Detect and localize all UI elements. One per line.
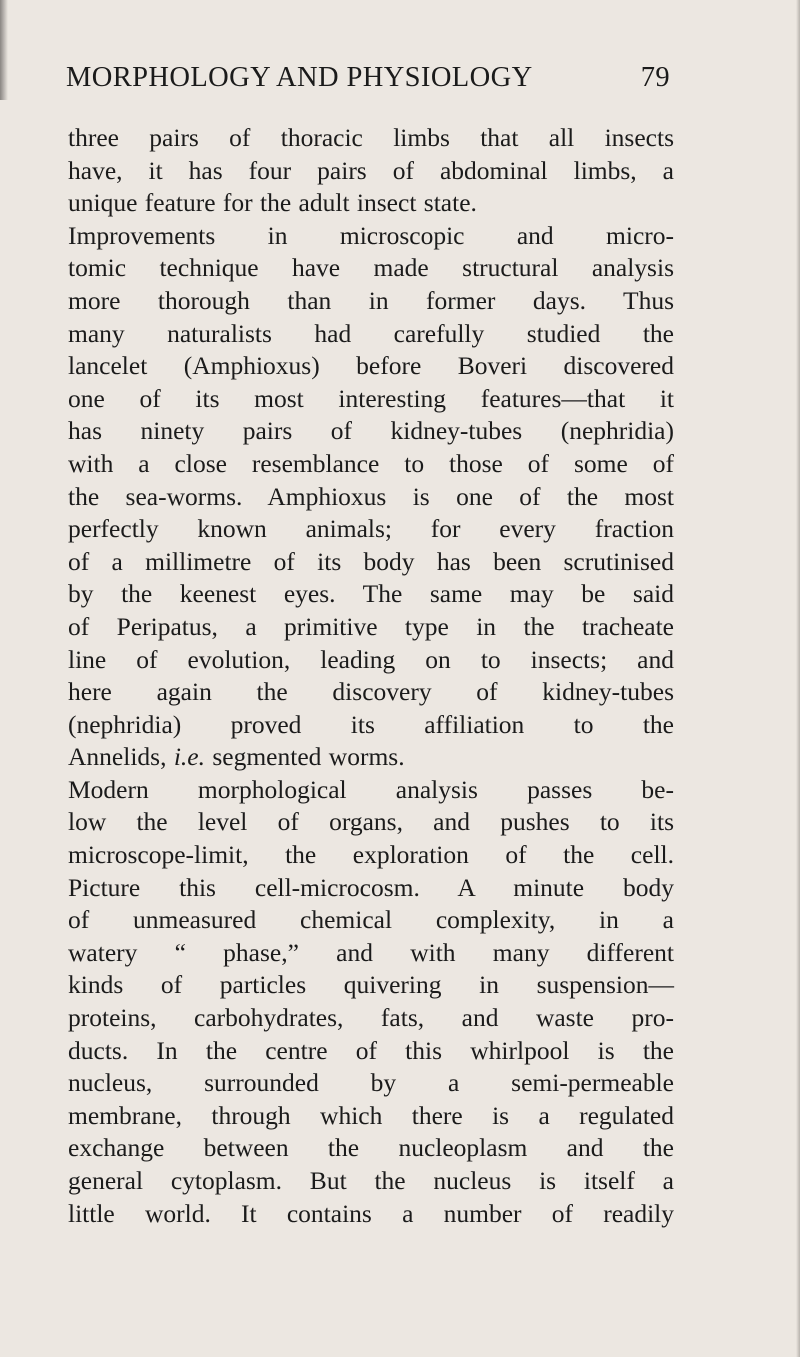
text-line: line of evolution, leading on to insects; and	[68, 644, 674, 674]
text-line: by the keenest eyes. The same may be said	[68, 579, 674, 609]
text-line: ducts. In the centre of this whirlpool is the	[68, 1035, 674, 1065]
text-line: the sea-worms. Amphioxus is one of the most	[68, 481, 674, 511]
text-line: little world. It contains a number of readily	[68, 1198, 674, 1228]
text-line: kinds of particles quivering in suspension—	[68, 970, 674, 1000]
text-line: exchange between the nucleoplasm and the	[68, 1133, 674, 1163]
text-line: perfectly known animals; for every fraction	[68, 514, 674, 544]
text-line: with a close resemblance to those of some of	[68, 448, 674, 478]
text-line: nucleus, surrounded by a semi-permeable	[68, 1068, 674, 1098]
text-line: three pairs of thoracic limbs that all insects	[68, 123, 674, 152]
italic-abbreviation: i.e.	[173, 742, 205, 772]
text-line: watery “ phase,” and with many different	[68, 937, 674, 967]
text-line: has ninety pairs of kidney-tubes (nephridia)	[68, 416, 674, 446]
text-line: low the level of organs, and pushes to its	[68, 807, 674, 837]
text-line: lancelet (Amphioxus) before Boveri discovered	[68, 351, 674, 381]
text-line: have, it has four pairs of abdominal limbs, a	[68, 155, 674, 185]
text-line: Modern morphological analysis passes be-	[68, 774, 674, 804]
text-line: Picture this cell-microcosm. A minute body	[68, 872, 674, 902]
text-line: of Peripatus, a primitive type in the tracheate	[68, 611, 674, 641]
text-line: of unmeasured chemical complexity, in a	[68, 905, 674, 935]
text-line: more thorough than in former days. Thus	[68, 285, 674, 315]
page-edge-shadow-left	[0, 0, 8, 100]
text-line: here again the discovery of kidney-tubes	[68, 677, 674, 707]
page-edge-shadow-right	[796, 0, 800, 1357]
text-line: many naturalists had carefully studied the	[68, 318, 674, 348]
text-line: microscope-limit, the exploration of the cell.	[68, 840, 674, 870]
body-text	[68, 122, 674, 1230]
text-line: of a millimetre of its body has been scrutinised	[68, 546, 674, 576]
text-line: Annelids, i.e. segmented worms.	[68, 742, 405, 772]
text-line: membrane, through which there is a regulated	[68, 1100, 674, 1130]
page-number: 79	[640, 62, 670, 93]
text-line: Improvements in microscopic and micro-	[68, 220, 674, 250]
text-line: general cytoplasm. But the nucleus is itself a	[68, 1166, 674, 1195]
text-line: unique feature for the adult insect state.	[68, 188, 477, 218]
text-line: one of its most interesting features—that it	[68, 383, 674, 413]
text-line: proteins, carbohydrates, fats, and waste pro-	[68, 1003, 674, 1033]
running-header	[66, 62, 670, 102]
text-line: tomic technique have made structural analysis	[68, 253, 674, 283]
running-header-title: MORPHOLOGY AND PHYSIOLOGY	[66, 62, 533, 93]
text-line: (nephridia) proved its affiliation to the	[68, 709, 674, 739]
